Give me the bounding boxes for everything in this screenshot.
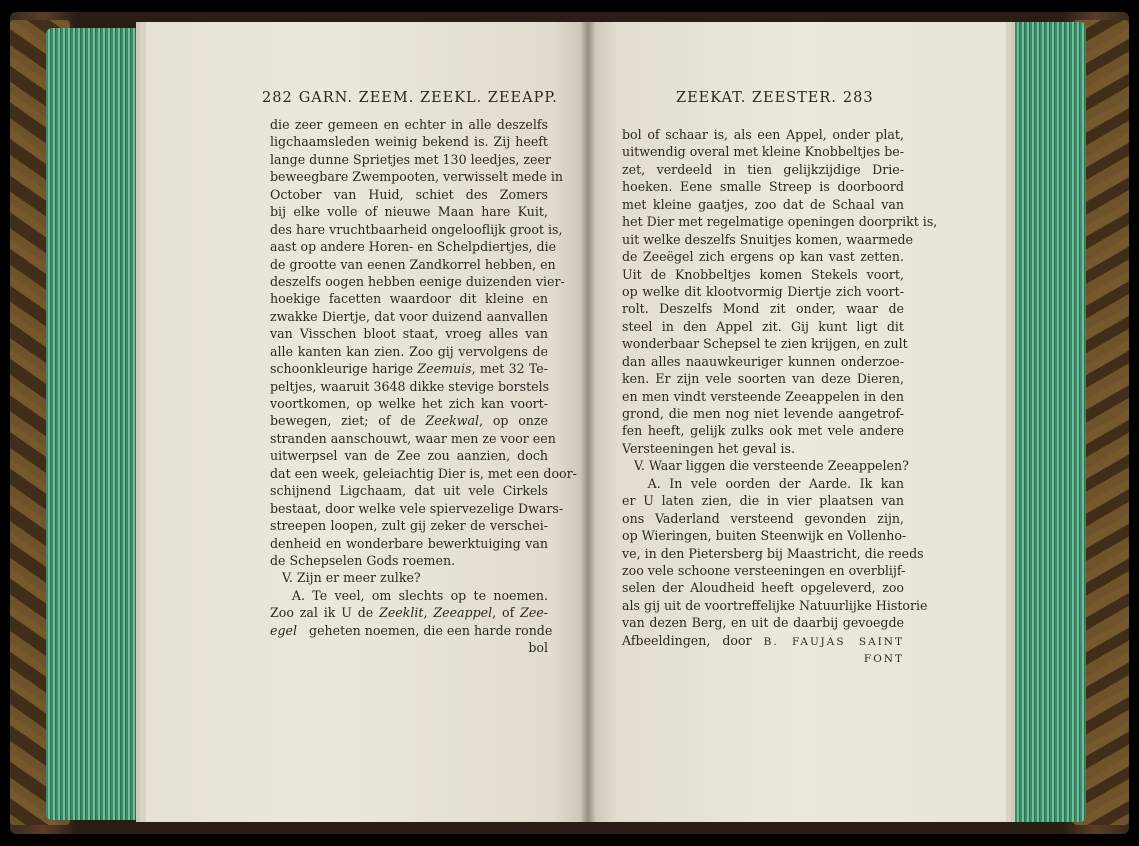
text-line	[622, 614, 904, 631]
page-edges-right	[1000, 22, 1086, 822]
text-line	[270, 360, 548, 377]
text-segment: bol of schaar is, als een Appel, onder plat,	[622, 127, 904, 142]
text-line	[622, 632, 904, 649]
text-line	[622, 388, 904, 405]
text-line	[622, 266, 904, 283]
text-line	[622, 161, 904, 178]
text-line	[270, 412, 548, 429]
text-segment: deszelfs oogen hebben eenige duizenden vier-	[270, 273, 565, 289]
text-segment: en men vindt versteende Zeeappelen in den	[622, 388, 904, 404]
text-segment: de Zeeëgel zich ergens op kan vast zetten.	[622, 249, 904, 265]
text-segment: A. In vele oorden der Aarde. Ik kan	[622, 475, 904, 491]
text-segment: bewegen, ziet; of de	[270, 413, 426, 429]
text-segment: de Schepselen Gods roemen.	[270, 552, 456, 568]
text-segment: lange dunne Sprietjes met 130 leedjes, zeer	[270, 151, 551, 167]
text-segment: streepen loopen, zult gij zeker de verschei-	[270, 518, 548, 534]
text-segment: uitwendig overal met kleine Knobbeltjes be-	[622, 144, 904, 160]
text-segment: ken. Er zijn vele soorten van deze Dieren,	[622, 371, 904, 387]
page-edges-left	[46, 28, 156, 820]
text-line	[622, 475, 904, 492]
text-line	[270, 273, 565, 290]
text-segment: bestaat, door welke vele spiervezelige Dwars-	[270, 500, 564, 516]
text-segment: wonderbaar Schepsel te zien krijgen, en zult	[622, 336, 908, 352]
text-line	[622, 318, 904, 335]
text-segment: van dezen Berg, en uit de daarbij gevoegde	[622, 615, 904, 631]
body-text-right	[622, 126, 938, 667]
text-line	[622, 143, 904, 160]
text-line	[622, 562, 904, 579]
text-segment: ve, in den Pietersberg bij Maastricht, die reeds	[622, 545, 924, 561]
text-segment: hoekige facetten waardoor dit kleine en	[270, 291, 548, 307]
text-line	[270, 447, 548, 464]
text-line	[622, 370, 904, 387]
text-line	[270, 604, 548, 621]
text-segment: peltjes, waaruit 3648 dikke stevige borstels	[270, 378, 550, 394]
text-segment: selen der Aloudheid heeft opgeleverd, zoo	[622, 580, 904, 596]
text-segment: rolt. Deszelfs Mond zit onder, waar de	[622, 301, 904, 317]
text-line	[270, 290, 548, 307]
text-segment: V. Waar liggen die versteende Zeeappelen?	[622, 458, 909, 474]
text-line	[270, 552, 548, 569]
text-line	[270, 133, 548, 150]
text-line	[622, 196, 904, 213]
page-number-left: 282	[262, 90, 293, 106]
italic-term: egel	[270, 622, 297, 638]
text-segment: bol	[528, 640, 548, 656]
text-line	[270, 221, 563, 238]
text-line	[270, 325, 548, 342]
text-line	[270, 465, 577, 482]
text-line	[270, 535, 548, 552]
text-segment: uit welke deszelfs Snuitjes komen, waarmede	[622, 231, 913, 247]
text-segment: , of	[492, 605, 521, 621]
text-line	[622, 597, 928, 614]
text-segment: van Visschen bloot staat, vroeg alles van	[270, 326, 548, 342]
text-segment: uitwerpsel van de Zee zou aanzien, doch	[270, 448, 548, 464]
text-line	[622, 545, 924, 562]
text-segment: beweegbare Zwempooten, verwisselt mede in	[270, 169, 564, 185]
text-line	[270, 151, 551, 168]
text-segment: fen heeft, gelijk zulks ook met vele andere	[622, 423, 904, 439]
text-line	[270, 482, 548, 499]
text-segment: zet, verdeeld in tien gelijkzijdige Drie-	[622, 161, 904, 177]
italic-term: Zeeappel	[433, 605, 493, 621]
text-line	[622, 649, 904, 666]
text-line	[270, 430, 556, 447]
text-line	[622, 300, 904, 317]
right-page	[588, 22, 1006, 822]
text-line	[622, 178, 904, 195]
text-segment: alle kanten kan zien. Zoo gij vervolgens de	[270, 343, 548, 359]
text-segment: met kleine gaatjes, zoo dat de Schaal van	[622, 196, 904, 212]
text-line	[270, 569, 548, 586]
text-segment: Zoo zal ik U de	[270, 605, 380, 621]
left-page	[146, 22, 588, 822]
text-line	[622, 510, 904, 527]
text-line	[622, 283, 904, 300]
text-segment: A. Te veel, om slechts op te noemen.	[270, 587, 548, 603]
text-line	[622, 248, 904, 265]
text-segment: Afbeeldingen, door	[622, 632, 764, 648]
text-line	[622, 353, 904, 370]
text-segment: het Dier met regelmatige openingen doorprikt is,	[622, 214, 938, 230]
text-line	[270, 622, 553, 639]
text-segment: des hare vruchtbaarheid ongelooflijk groot is,	[270, 221, 563, 237]
text-segment: denheid en wonderbare bewerktuiging van	[270, 535, 548, 551]
text-line	[270, 203, 548, 220]
book-gutter	[580, 22, 596, 822]
text-segment: geheten noemen, die een harde ronde	[297, 622, 553, 638]
text-segment: aast op andere Horen- en Schelpdiertjes, die	[270, 239, 557, 255]
text-line	[622, 213, 938, 230]
text-line	[622, 527, 907, 544]
text-line	[622, 126, 904, 143]
running-header-left	[256, 90, 558, 106]
text-segment: ons Vaderland versteend gevonden zijn,	[622, 510, 904, 526]
text-segment: voortkomen, op welke het zich kan voort-	[270, 396, 548, 411]
text-segment: B. FAUJAS SAINT	[763, 635, 904, 648]
text-segment: , met 32 Te-	[471, 361, 548, 377]
text-line	[622, 457, 909, 474]
text-line	[270, 517, 548, 534]
text-line	[622, 335, 908, 352]
text-segment: op welke dit klootvormig Diertje zich voort-	[622, 283, 904, 299]
text-line	[270, 256, 556, 273]
text-line	[622, 405, 904, 422]
text-segment: ,	[423, 605, 434, 621]
text-line	[622, 579, 904, 596]
text-line	[270, 395, 548, 412]
text-line	[270, 186, 548, 203]
text-segment: er U laten zien, die in vier plaatsen van	[622, 493, 904, 509]
italic-term: Zeekwal	[425, 413, 480, 429]
text-segment: bij elke volle of nieuwe Maan hare Kuit,	[270, 204, 548, 220]
text-segment: dan alles naauwkeuriger kunnen onderzoe-	[622, 353, 904, 369]
text-segment: Uit de Knobbeltjes komen Stekels voort,	[622, 266, 904, 282]
text-segment: ligchaamsleden weinig bekend is. Zij heeft	[270, 134, 548, 150]
text-line	[270, 308, 548, 325]
body-text-left	[270, 116, 577, 657]
text-segment: October van Huid, schiet des Zomers	[270, 186, 548, 202]
running-title-right: ZEEKAT. ZEESTER.	[676, 90, 837, 106]
text-segment: V. Zijn er meer zulke?	[270, 570, 421, 586]
text-segment: , op onze	[479, 413, 548, 429]
text-line	[270, 378, 548, 395]
text-line	[622, 422, 904, 439]
text-line	[270, 343, 548, 360]
italic-term: Zee-	[520, 605, 548, 621]
text-segment: als gij uit de voortreffelijke Natuurlijke Historie	[622, 597, 928, 613]
text-segment: op Wieringen, buiten Steenwijk en Vollenho-	[622, 528, 907, 544]
text-line	[270, 168, 564, 185]
running-header-right	[676, 90, 880, 106]
italic-term: Zeeklit	[379, 605, 424, 621]
text-segment: steel in den Appel zit. Gij kunt ligt dit	[622, 318, 904, 334]
text-line	[622, 231, 913, 248]
text-line	[270, 238, 557, 255]
running-title-left: GARN. ZEEM. ZEEKL. ZEEAPP.	[298, 90, 558, 106]
text-segment: zoo vele schoone versteeningen en overblijf-	[622, 562, 906, 578]
text-segment: die zeer gemeen en echter in alle deszelfs	[270, 117, 548, 132]
text-segment: grond, die men nog niet levende aangetrof-	[622, 406, 904, 421]
text-segment: Versteeningen het geval is.	[622, 440, 796, 456]
page-number-right: 283	[842, 90, 874, 106]
text-segment: zwakke Diertje, dat voor duizend aanvallen	[270, 308, 548, 324]
text-segment: FONT	[863, 653, 904, 666]
text-line	[622, 492, 904, 509]
text-line	[270, 116, 548, 133]
text-segment: stranden aanschouwt, waar men ze voor een	[270, 430, 556, 446]
text-line	[622, 440, 904, 457]
text-segment: hoeken. Eene smalle Streep is doorboord	[622, 179, 904, 195]
text-line	[270, 500, 564, 517]
text-segment: de grootte van eenen Zandkorrel hebben, en	[270, 256, 556, 272]
text-line	[270, 639, 548, 656]
text-segment: dat een week, geleiachtig Dier is, met een door-	[270, 465, 577, 481]
italic-term: Zeemuis	[417, 361, 472, 377]
text-line	[270, 587, 548, 604]
text-segment: schoonkleurige harige	[270, 361, 418, 377]
text-segment: schijnend Ligchaam, dat uit vele Cirkels	[270, 483, 548, 499]
